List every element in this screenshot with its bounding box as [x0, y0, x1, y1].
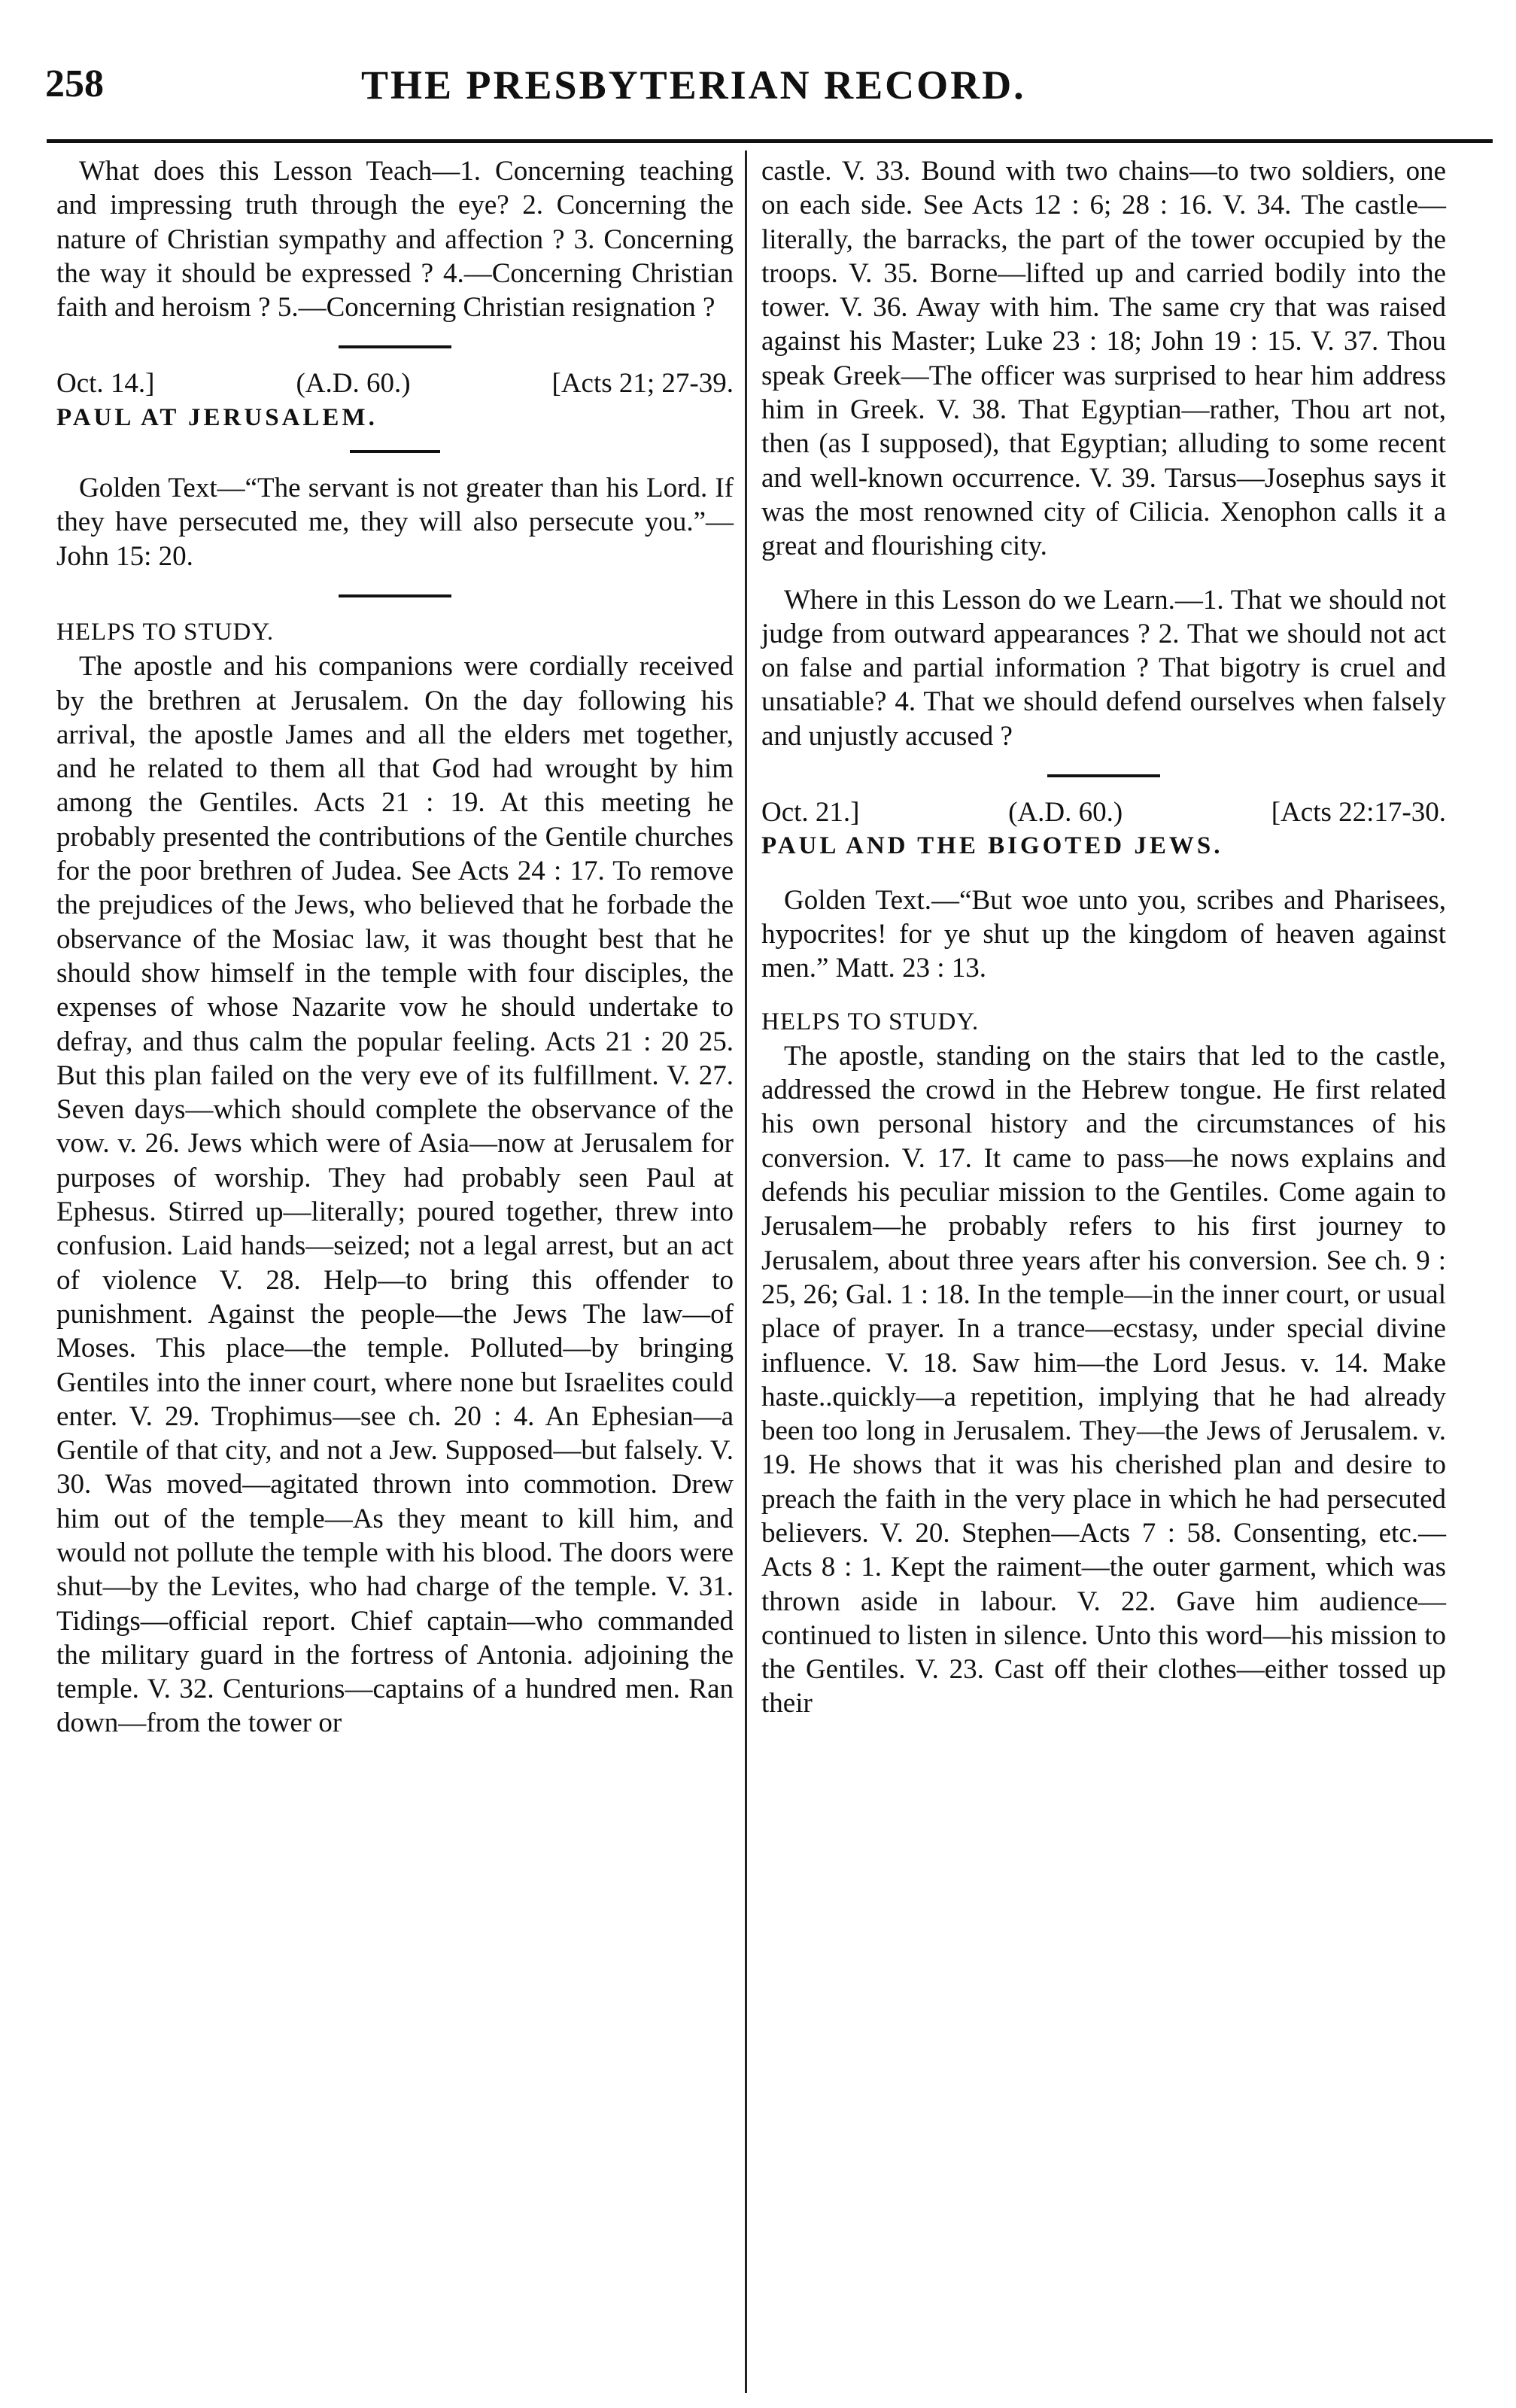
separator-rule: [339, 594, 451, 597]
helps-heading: HELPS TO STUDY.: [761, 1008, 980, 1035]
helps-heading: HELPS TO STUDY.: [56, 618, 275, 646]
lesson-date: Oct. 14.]: [56, 368, 155, 400]
lesson-learn-paragraph: Where in this Lesson do we Learn.—1. That we should not judge from outward appearances ? 2. That we should not act on false and partial information ? That bigotry is cruel and unsatiable? 4. That we should defend ourselves when falsely and unjustly accused ?: [761, 584, 1446, 752]
lesson-reference: [Acts 22:17-30.: [1271, 797, 1446, 829]
helps-body: The apostle and his companions were cordially received by the brethren at Jerusalem. On the day following his arrival, the apostle James and all the elders met together, and he related to them all that God had wrought by him among the Gentiles. Acts 21 : 19. At this meeting he probably presented the contributions of the Gentile churches for the poor brethren of Judea. See Acts 24 : 17. To remove the prejudices of the Jews, who believed that he forbade the observance of the Mosiac law, it was thought best that he should show himself in the temple with four disciples, the expenses of whose Nazarite vow he should undertake to defray, and thus calm the popular feeling. Acts 21 : 20 25. But this plan failed on the very eve of its fulfillment. V. 27. Seven days—which should complete the observance of the vow. v. 26. Jews which were of Asia—now at Jerusalem for purposes of worship. They had probably seen Paul at Ephesus. Stirred up—literally; poured together, threw into confusion. Laid hands—seized; not a legal arrest, but an act of violence V. 28. Help—to bring this offender to punishment. Against the people—the Jews The law—of Moses. This place—the temple. Polluted—by bringing Gentiles into the inner court, where none but Israelites could enter. V. 29. Trophimus—see ch. 20 : 4. An Ephesian—a Gentile of that city, and not a Jew. Supposed—but falsely. V. 30. Was moved—agitated thrown into commotion. Drew him out of the temple—As they meant to kill him, and would not pollute the temple with his blood. The doors were shut—by the Levites, who had charge of the temple. V. 31. Tidings—official report. Chief captain—who commanded the military guard in the fortress of Antonia. adjoining the temple. V. 32. Centurions—captains of a hundred men. Ran down—from the tower or: [56, 651, 734, 1739]
lesson-header: [56, 366, 734, 400]
lesson-date: Oct. 21.]: [761, 797, 860, 829]
running-title: THE PRESBYTERIAN RECORD.: [361, 62, 1026, 108]
lesson-reference: [Acts 21; 27-39.: [551, 368, 734, 400]
column-divider: [745, 150, 747, 2393]
lesson-teach-paragraph: What does this Lesson Teach—1. Concerning teaching and impressing truth through the eye? 2. Concerning the nature of Christian sympathy and affection ? 3. Concerning the way it should be expressed ? 4.—Concerning Christian faith and heroism ? 5.—Concerning Christian resignation ?: [56, 156, 734, 324]
lesson-year: (A.D. 60.): [1008, 797, 1123, 829]
lesson-title: PAUL AND THE BIGOTED JEWS.: [761, 832, 1223, 860]
right-column: [761, 154, 1446, 1721]
notes-continued: castle. V. 33. Bound with two chains—to two soldiers, one on each side. See Acts 12 : 6; 28 : 16. V. 34. The castle—literally, the barracks, the part of the tower occupied by the troops. V. 35. Borne—lifted up and carried bodily into the tower. V. 36. Away with him. The same cry that was raised against his Master; Luke 23 : 18; John 19 : 15. V. 37. Thou speak Greek—The officer was surprised to hear him address him in Greek. V. 38. That Egyptian—rather, Thou art not, then (as I supposed), that Egyptian; alluding to some recent and well-known occurrence. V. 39. Tarsus—Josephus says it was the most renowned city of Cilicia. Xenophon calls it a great and flourishing city.: [761, 156, 1446, 562]
helps-body: The apostle, standing on the stairs that led to the castle, addressed the crowd in the Hebrew tongue. He first related his own personal history and the circumstances of his conversion. V. 17. It came to pass—he nows explains and defends his peculiar mission to the Gentiles. Come again to Jerusalem—he probably refers to his first journey to Jerusalem, about three years after his conversion. See ch. 9 : 25, 26; Gal. 1 : 18. In the temple—in the inner court, or usual place of prayer. In a trance—ecstasy, under special divine influence. V. 18. Saw him—the Lord Jesus. v. 14. Make haste..quickly—a repetition, implying that he had already been too long in Jerusalem. They—the Jews of Jerusalem. v. 19. He shows that it was his cherished plan and desire to preach the faith in the very place in which he had persecuted believers. V. 20. Stephen—Acts 7 : 58. Consenting, etc.—Acts 8 : 1. Kept the raiment—the outer garment, which was thrown aside in labour. V. 22. Gave him audience—continued to listen in silence. Unto this word—his mission to the Gentiles. V. 23. Cast off their clothes—either tossed up their: [761, 1040, 1446, 1719]
separator-rule: [1047, 774, 1160, 777]
golden-text: Golden Text—“The servant is not greater than his Lord. If they have persecuted me, they will also persecute you.”—John 15: 20.: [56, 473, 734, 572]
golden-text: Golden Text.—“But woe unto you, scribes and Pharisees, hypocrites! for ye shut up the kingdom of heaven against men.” Matt. 23 : 13.: [761, 884, 1446, 984]
separator-rule: [339, 345, 451, 348]
lesson-title: PAUL AT JERUSALEM.: [56, 403, 378, 431]
header-rule: [47, 139, 1493, 143]
left-column: [56, 154, 734, 1741]
spacer: [761, 864, 1446, 883]
lesson-year: (A.D. 60.): [296, 368, 411, 400]
separator-rule: [350, 450, 440, 453]
spacer: [761, 564, 1446, 583]
lesson-header: [761, 795, 1446, 829]
page-number: 258: [45, 62, 104, 105]
spacer: [761, 986, 1446, 1005]
